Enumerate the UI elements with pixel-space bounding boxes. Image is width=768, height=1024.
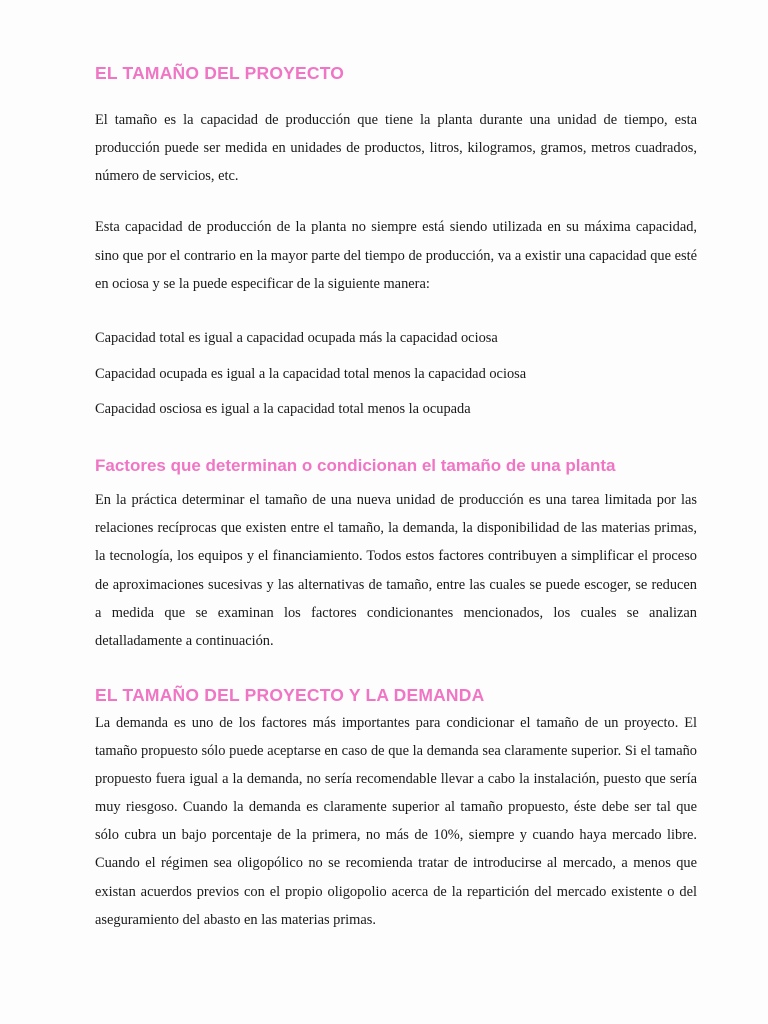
equation-idle-capacity: Capacidad osciosa es igual a la capacidad total menos la ocupada — [95, 401, 471, 417]
paragraph-demand: La demanda es uno de los factores más importantes para condicionar el tamaño de un proyecto. El tamaño propuesto sólo puede aceptarse en caso de que la demanda sea claramente superior. Si el tamaño propuesto fuera igual a la demanda, no sería recomendable llevar a cabo la instalación, puesto que sería muy riesgoso. Cuando la demanda es claramente superior al tamaño propuesto, éste debe ser tal que sólo cubra un bajo porcentaje de la primera, no más de 10%, siempre y cuando haya mercado libre. Cuando el régimen sea oligopólico no se recomienda tratar de introducirse al mercado, a menos que existan acuerdos previos con el propio oligopolio acerca de la repartición del mercado existente o del aseguramiento del abasto en las materias primas. — [95, 715, 697, 928]
equation-total-capacity: Capacidad total es igual a capacidad ocupada más la capacidad ociosa — [95, 330, 498, 346]
paragraph-size-definition: El tamaño es la capacidad de producción que tiene la planta durante una unidad de tiempo, esta producción puede ser medida en unidades de productos, litros, kilogramos, gramos, metros cuadrados, número de servicios, etc. — [95, 112, 697, 184]
paragraph-factors: En la práctica determinar el tamaño de una nueva unidad de producción es una tarea limitada por las relaciones recíprocas que existen entre el tamaño, la demanda, la disponibilidad de las materias primas, la tecnología, los equipos y el financiamiento. Todos estos factores contribuyen a simplificar el proceso de aproximaciones sucesivas y las alternativas de tamaño, entre las cuales se puede escoger, se reducen a medida que se examinan los factores condicionantes mencionados, los cuales se analizan detalladamente a continuación. — [95, 492, 697, 650]
equation-occupied-capacity: Capacidad ocupada es igual a la capacidad total menos la capacidad ociosa — [95, 366, 527, 382]
heading-factors: Factores que determinan o condicionan el tamaño de una planta — [95, 456, 616, 475]
paragraph-capacity-usage: Esta capacidad de producción de la planta no siempre está siendo utilizada en su máxima capacidad, sino que por el contrario en la mayor parte del tiempo de producción, va a existir una capacidad que esté en ociosa y se la puede especificar de la siguiente manera: — [95, 219, 697, 292]
heading-project-demand: EL TAMAÑO DEL PROYECTO Y LA DEMANDA — [95, 685, 485, 705]
heading-project-size: EL TAMAÑO DEL PROYECTO — [95, 63, 345, 83]
